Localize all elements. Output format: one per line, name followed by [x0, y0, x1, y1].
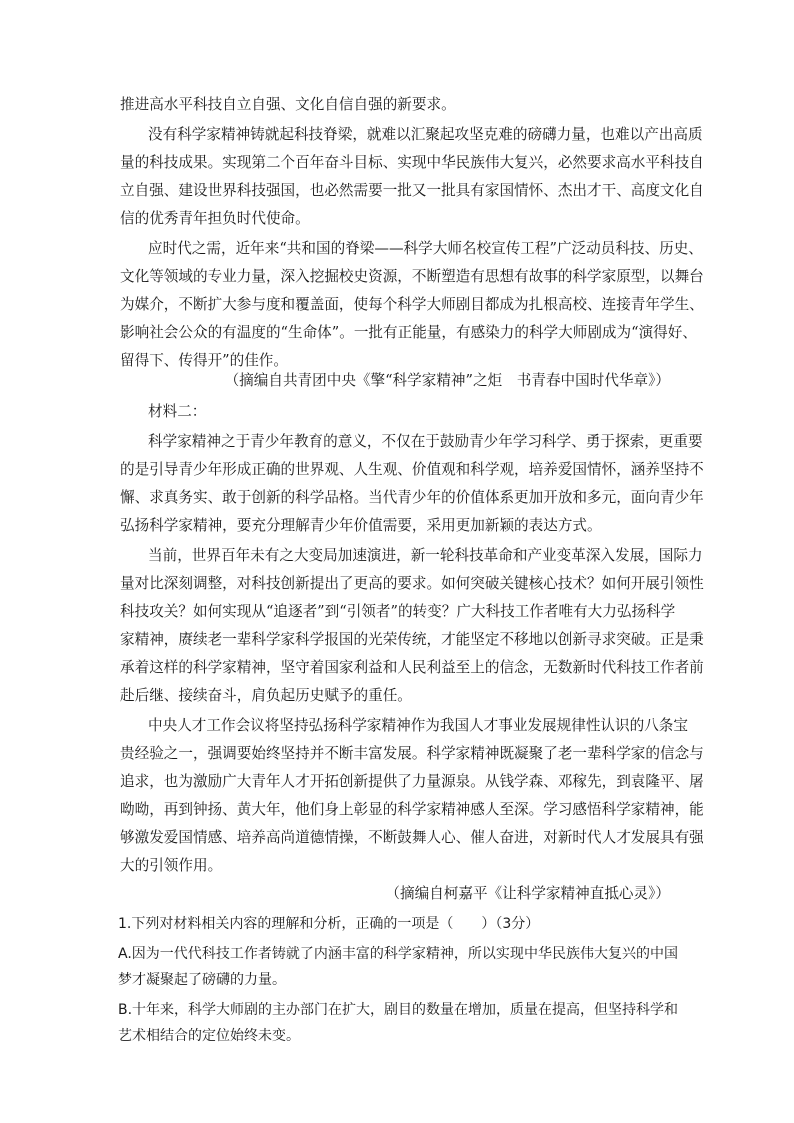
paragraph-line: 贵经验之一，强调要始终坚持并不断丰富发展。科学家精神既凝聚了老一辈科学家的信念与 — [120, 745, 704, 762]
option-a-line: 梦才凝聚起了磅礴的力量。 — [118, 972, 286, 988]
paragraph-line: 没有科学家精神铸就起科技脊梁，就难以汇聚起攻坚克难的磅礴力量，也难以产出高质 — [148, 126, 703, 143]
section-heading: 材料二： — [148, 403, 207, 420]
paragraph-line: 弘扬科学家精神，要充分理解青少年价值需要，采用更加新颖的表达方式。 — [120, 517, 602, 534]
paragraph-line: 赴后继、接续奋斗，肩负起历史赋予的重任。 — [120, 687, 412, 704]
paragraph-line: 当前，世界百年未有之大变局加速演进，新一轮科技革命和产业变革深入发展，国际力 — [148, 547, 703, 564]
source-citation: （摘编自共青团中央《擎“科学家精神”之炬 书青春中国时代华章》） — [224, 372, 670, 389]
paragraph-line: 追求，也为激励广大青年人才开拓创新提供了力量源泉。从钱学森、邓稼先，到袁隆平、屠 — [120, 773, 704, 790]
paragraph-line: 推进高水平科技自立自强、文化自信自强的新要求。 — [120, 96, 456, 113]
paragraph-line: 量对比深刻调整，对科技创新提出了更高的要求。如何突破关键核心技术？如何开展引领性 — [120, 575, 704, 592]
paragraph-line: 科学家精神之于青少年教育的意义，不仅在于鼓励青少年学习科学、勇于探索，更重要 — [148, 433, 703, 450]
paragraph-line: 应时代之需，近年来“共和国的脊梁——科学大师名校宣传工程”广泛动员科技、历史、 — [148, 240, 703, 257]
paragraph-line: 家精神，赓续老一辈科学家科学报国的光荣传统，才能坚定不移地以创新寻求突破。正是秉 — [120, 631, 704, 648]
source-citation: （摘编自柯嘉平《让科学家精神直抵心灵》） — [385, 885, 670, 902]
option-b-line: 艺术相结合的定位始终未变。 — [118, 1028, 300, 1044]
paragraph-line: 留得下、传得开”的佳作。 — [120, 352, 288, 369]
paragraph-line: 的是引导青少年形成正确的世界观、人生观、价值观和科学观，培养爱国情怀，涵养坚持不 — [120, 461, 704, 478]
paragraph-line: 立自强、建设世界科技强国，也必然需要一批又一批具有家国情怀、杰出才干、高度文化自 — [120, 182, 704, 199]
paragraph-line: 懈、求真务实、敢于创新的科学品格。当代青少年的价值体系更加开放和多元，面向青少年 — [120, 489, 704, 506]
question-stem: 1.下列对材料相关内容的理解和分析，正确的一项是（ ）（3分） — [118, 916, 540, 932]
option-b-line: B.十年来，科学大师剧的主办部门在扩大，剧目的数量在增加，质量在提高，但坚持科学和 — [118, 1002, 679, 1018]
paragraph-line: 文化等领域的专业力量，深入挖掘校史资源，不断塑造有思想有故事的科学家原型，以舞台 — [120, 268, 704, 285]
paragraph-line: 中央人才工作会议将坚持弘扬科学家精神作为我国人才事业发展规律性认识的八条宝 — [148, 717, 688, 734]
paragraph-line: 呦呦，再到钟扬、黄大年，他们身上彰显的科学家精神感人至深。学习感悟科学家精神，能 — [120, 801, 704, 818]
paragraph-line: 承着这样的科学家精神，坚守着国家利益和人民利益至上的信念，无数新时代科技工作者前 — [120, 659, 704, 676]
paragraph-line: 量的科技成果。实现第二个百年奋斗目标、实现中华民族伟大复兴，必然要求高水平科技自 — [120, 154, 704, 171]
paragraph-line: 信的优秀青年担负时代使命。 — [120, 210, 310, 227]
paragraph-line: 为媒介，不断扩大参与度和覆盖面，使每个科学大师剧目都成为扎根高校、连接青年学生、 — [120, 296, 704, 313]
paragraph-line: 够激发爱国情感、培养高尚道德情操，不断鼓舞人心、催人奋进，对新时代人才发展具有强 — [120, 829, 704, 846]
option-a-line: A.因为一代代科技工作者铸就了内涵丰富的科学家精神，所以实现中华民族伟大复兴的中国 — [118, 946, 678, 962]
paragraph-line: 大的引领作用。 — [120, 857, 223, 874]
paragraph-line: 影响社会公众的有温度的“生命体”。一批有正能量，有感染力的科学大师剧成为“演得好、 — [120, 324, 697, 341]
paragraph-line: 科技攻关？如何实现从“追逐者”到“引领者”的转变？广大科技工作者唯有大力弘扬科学 — [120, 603, 676, 620]
